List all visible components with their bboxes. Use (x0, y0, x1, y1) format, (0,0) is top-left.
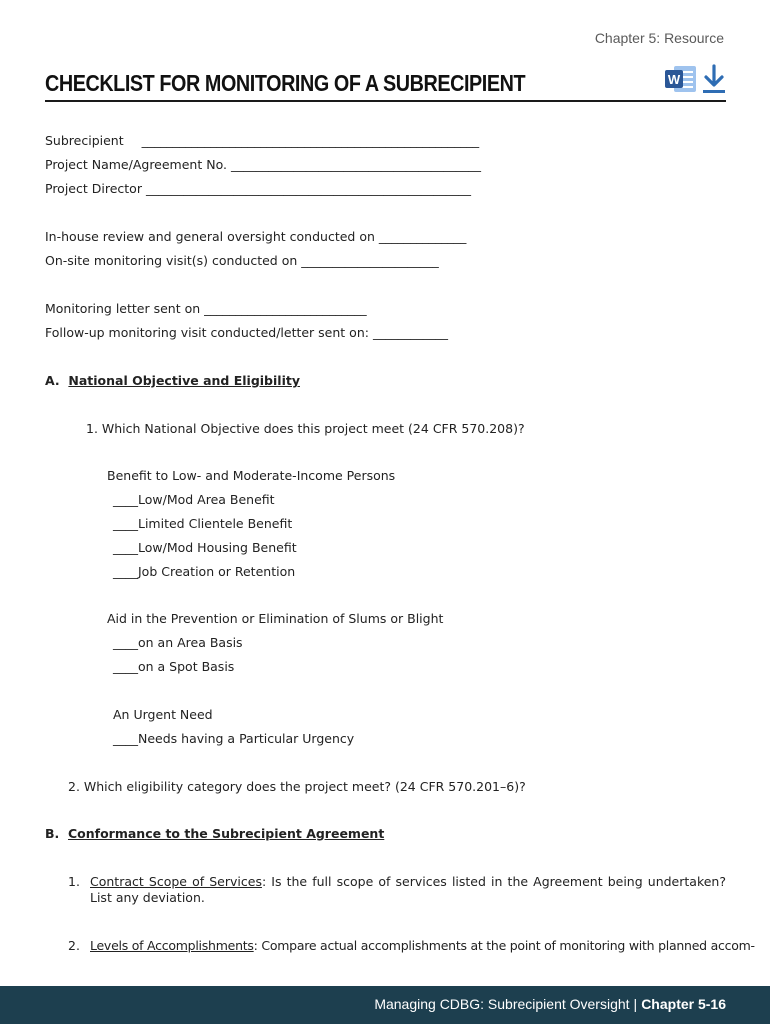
field-monitoring-letter (45, 301, 367, 316)
footer-bar (0, 986, 770, 1024)
item-number: 2. (68, 938, 80, 953)
field-inhouse-review (45, 229, 466, 244)
checklist-item[interactable]: ____Needs having a Particular Urgency (113, 731, 355, 746)
field-label: Monitoring letter sent on (45, 301, 201, 316)
item-body: : Compare actual accomplishments at the point of monitoring with planned accom- (253, 938, 755, 953)
field-subrecipient (45, 133, 479, 148)
field-onsite-visit (45, 253, 439, 268)
section-letter: B. (45, 826, 60, 841)
item-body: : Is the full scope of services listed in the Agreement being undertaken? List any deviation. (90, 874, 726, 905)
word-document-icon[interactable] (664, 64, 698, 94)
footer-text (374, 996, 726, 1012)
group-title-slums-blight: Aid in the Prevention or Elimination of Slums or Blight (107, 611, 444, 626)
field-blank[interactable]: ____________________________________________________ (145, 181, 471, 196)
page-title: CHECKLIST FOR MONITORING OF A SUBRECIPIENT (45, 70, 526, 96)
field-blank[interactable]: ______________________ (301, 253, 439, 268)
field-project-director (45, 181, 471, 196)
field-followup-visit (45, 325, 448, 340)
field-label: In-house review and general oversight conducted on (45, 229, 375, 244)
section-a-heading (45, 373, 300, 388)
footer-doc-title: Managing CDBG: Subrecipient Oversight (374, 996, 630, 1012)
download-icon[interactable] (702, 64, 726, 96)
checklist-item[interactable]: ____Limited Clientele Benefit (113, 516, 293, 531)
field-blank[interactable]: ________________________________________ (230, 157, 481, 172)
section-b-heading (45, 826, 384, 841)
field-blank[interactable]: ______________ (378, 229, 467, 244)
chapter-label: Chapter 5: Resource (594, 30, 724, 46)
field-project-name (45, 157, 481, 172)
field-label: Subrecipient (45, 133, 124, 148)
footer-page-number: Chapter 5-16 (641, 996, 726, 1012)
checklist-item[interactable]: ____Job Creation or Retention (113, 564, 296, 579)
item-label: Contract Scope of Services (90, 874, 262, 889)
field-blank[interactable]: __________________________ (204, 301, 367, 316)
checklist-item[interactable]: ____Low/Mod Housing Benefit (113, 540, 297, 555)
section-letter: A. (45, 373, 60, 388)
field-blank[interactable]: ______________________________________________________ (141, 133, 480, 148)
field-blank[interactable]: ____________ (372, 325, 448, 340)
field-label: Follow-up monitoring visit conducted/letter sent on: (45, 325, 369, 340)
word-icon-letter: W (667, 72, 681, 87)
group-title-low-mod: Benefit to Low- and Moderate-Income Persons (107, 468, 396, 483)
checklist-item[interactable]: ____Low/Mod Area Benefit (113, 492, 275, 507)
item-number: 1. (68, 874, 80, 889)
item-text (90, 874, 726, 906)
checklist-item[interactable]: ____on a Spot Basis (113, 659, 235, 674)
field-label: On-site monitoring visit(s) conducted on (45, 253, 298, 268)
title-row (45, 62, 726, 102)
field-label: Project Name/Agreement No. (45, 157, 227, 172)
question-eligibility-category: 2. Which eligibility category does the project meet? (24 CFR 570.201–6)? (68, 779, 526, 794)
field-label: Project Director (45, 181, 142, 196)
checklist-item[interactable]: ____on an Area Basis (113, 635, 243, 650)
section-title: National Objective and Eligibility (68, 373, 300, 388)
footer-separator: | (633, 996, 638, 1012)
question-national-objective: 1. Which National Objective does this project meet (24 CFR 570.208)? (86, 421, 525, 436)
item-text (90, 938, 755, 954)
group-title-urgent-need: An Urgent Need (113, 707, 213, 722)
item-label: Levels of Accomplishments (90, 938, 254, 953)
section-title: Conformance to the Subrecipient Agreement (68, 826, 385, 841)
